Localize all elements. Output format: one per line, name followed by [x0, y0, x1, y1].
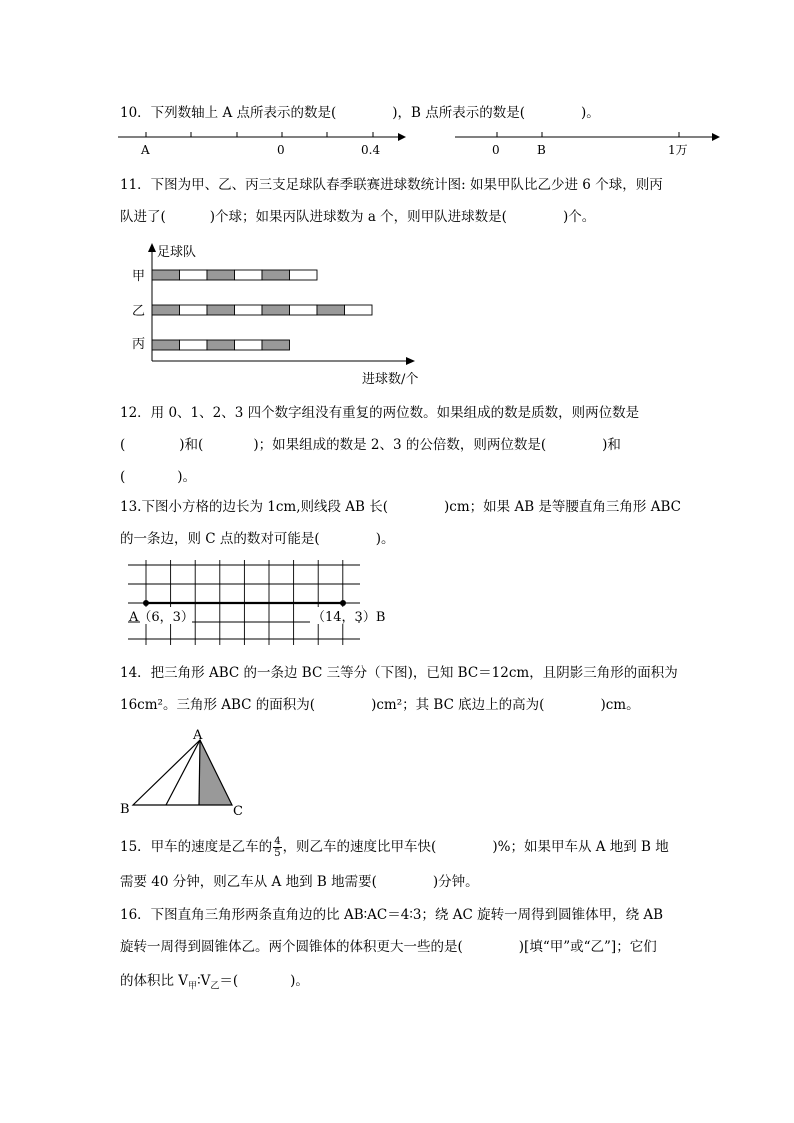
grid-label-a: A（6，3） [129, 610, 194, 625]
q13-line2: 的一条边，则 C 点的数对可能是( )。 [120, 531, 395, 547]
axis2-label-b: B [537, 143, 546, 157]
triangle-label-a: A [193, 728, 203, 743]
q14-line2: 16cm²。三角形 ABC 的面积为( )cm²；其 BC 底边上的高为( )cm。 [120, 697, 640, 713]
point-a [143, 600, 149, 606]
axis2-label-end: 1万 [668, 143, 688, 157]
bar-segment-甲 [207, 270, 235, 280]
q10-line: 10．下列数轴上 A 点所表示的数是( )，B 点所表示的数是( )。 [120, 105, 600, 121]
fraction-4-5: $\frac{4}{5}$ [274, 836, 281, 859]
bar-segment-乙 [207, 305, 235, 315]
q16-line1: 16．下图直角三角形两条直角边的比 AB∶AC＝4∶3；绕 AC 旋转一周得到圆锥体甲，绕 AB [120, 907, 664, 923]
team-bars [152, 270, 372, 350]
number-line-1 [118, 132, 406, 157]
bar-segment-甲 [262, 270, 290, 280]
chart-y-label: 足球队 [157, 245, 197, 260]
q12-line3: ( )。 [120, 469, 197, 485]
bar-segment-乙 [290, 305, 318, 315]
bar-segment-乙 [235, 305, 263, 315]
bar-segment-乙 [180, 305, 208, 315]
team-label-jia: 甲 [132, 269, 146, 284]
axis1-label-04: 0.4 [361, 143, 381, 157]
bar-segment-丙 [180, 340, 208, 350]
number-line-2 [455, 132, 720, 157]
bar-segment-丙 [262, 340, 290, 350]
axis1-label-a: A [141, 143, 150, 157]
bar-segment-乙 [317, 305, 345, 315]
bar-segment-甲 [180, 270, 208, 280]
axis2-label-0: 0 [492, 143, 500, 157]
q12-line2: ( )和( )；如果组成的数是 2、3 的公倍数，则两位数是( )和 [120, 437, 621, 453]
q16-line3: 的体积比 $V_甲∶V_乙=$( )。 [120, 973, 309, 992]
bar-segment-丙 [207, 340, 235, 350]
triangle-label-c: C [233, 804, 243, 819]
point-b [340, 600, 346, 606]
q11-line2: 队进了( )个球；如果丙队进球数为 a 个，则甲队进球数是( )个。 [120, 209, 596, 225]
bar-segment-甲 [152, 270, 180, 280]
q14-line1: 14．把三角形 ABC 的一条边 BC 三等分（下图)，已知 BC＝12cm，且阴影三角形的面积为 [120, 665, 678, 681]
goal-bar-chart [132, 243, 418, 387]
bar-segment-甲 [290, 270, 318, 280]
chart-x-label: 进球数/个 [362, 372, 419, 387]
bar-segment-乙 [262, 305, 290, 315]
triangle-label-b: B [120, 802, 130, 817]
team-label-yi: 乙 [132, 304, 146, 319]
bar-segment-甲 [235, 270, 263, 280]
grid-label-b: （14，3）B [312, 610, 386, 625]
q15-line1: 15．甲车的速度是乙车的 $\frac{4}{5}$ ，则乙车的速度比甲车快( )%；如果甲车从 A 地到 B 地 [120, 836, 669, 859]
q16-line2: 旋转一周得到圆锥体乙。两个圆锥体的体积更大一些的是( )[填“甲”或“乙”]；它们 [120, 939, 657, 955]
q15-line2: 需要 40 分钟，则乙车从 A 地到 B 地需要( )分钟。 [120, 874, 479, 890]
q12-line1: 12．用 0、1、2、3 四个数字组没有重复的两位数。如果组成的数是质数，则两位数是 [120, 405, 640, 421]
bar-segment-丙 [235, 340, 263, 350]
bar-segment-乙 [345, 305, 373, 315]
q13-line1: 13.下图小方格的边长为 1cm,则线段 AB 长( )cm；如果 AB 是等腰直角三角形 ABC [120, 499, 681, 515]
bar-segment-乙 [152, 305, 180, 315]
team-label-bing: 丙 [132, 337, 146, 352]
bar-segment-丙 [152, 340, 180, 350]
triangle-abc [120, 728, 243, 819]
q11-line1: 11．下图为甲、乙、丙三支足球队春季联赛进球数统计图: 如果甲队比乙少进 6 个球，则丙 [120, 177, 663, 193]
axis1-label-0: 0 [277, 143, 285, 157]
